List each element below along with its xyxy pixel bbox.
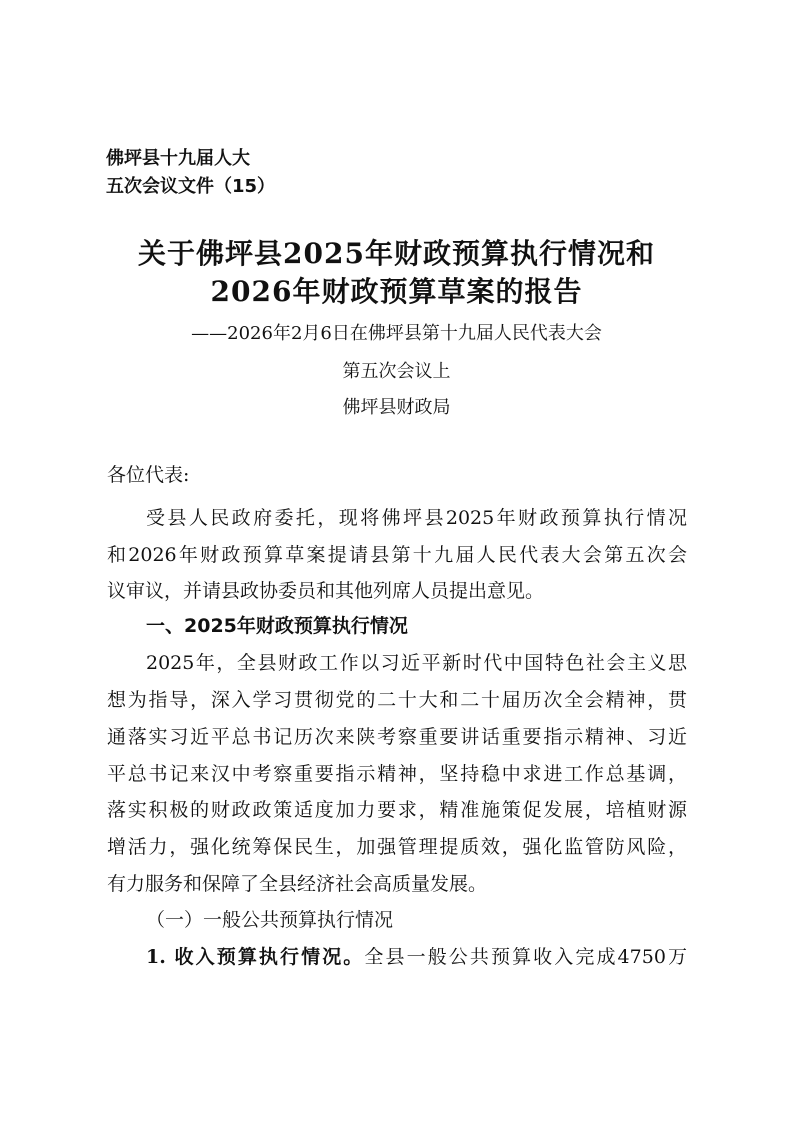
subtitle-line2: 第五次会议上 [342, 361, 451, 382]
salutation: 各位代表: [107, 464, 190, 486]
paragraph1-line2: 和2026年财政预算草案提请县第十九届人民代表大会第五次会 [107, 544, 687, 566]
paragraph2-line5: 落实积极的财政政策适度加力要求，精准施策促发展，培植财源 [107, 799, 687, 821]
paragraph1-line1: 受县人民政府委托，现将佛坪县2025年财政预算执行情况 [146, 507, 687, 529]
document-header-line1: 佛坪县十九届人大 [106, 148, 250, 169]
item1-line [146, 948, 687, 967]
subsection1-heading: （一）一般公共预算执行情况 [146, 909, 394, 931]
item1-text: 全县一般公共预算收入完成4750万 [364, 946, 687, 968]
section1-heading: 一、2025年财政预算执行情况 [146, 615, 408, 637]
paragraph2-line7: 有力服务和保障了全县经济社会高质量发展。 [107, 873, 488, 895]
paragraph2-line3: 通落实习近平总书记历次来陕考察重要讲话重要指示精神、习近 [107, 726, 687, 748]
paragraph2-line4: 平总书记来汉中考察重要指示精神，坚持稳中求进工作总基调， [107, 763, 687, 785]
item1-label: 1. 收入预算执行情况。 [146, 946, 365, 968]
subtitle-line1: ——2026年2月6日在佛坪县第十九届人民代表大会 [191, 323, 602, 344]
paragraph1-line3: 议审议，并请县政协委员和其他列席人员提出意见。 [107, 580, 545, 602]
paragraph2-line6: 增活力，强化统筹保民生，加强管理提质效，强化监管防风险， [107, 836, 687, 858]
page-title-line2: 2026年财政预算草案的报告 [210, 275, 583, 308]
page-title-line1: 关于佛坪县2025年财政预算执行情况和 [138, 237, 655, 270]
paragraph2-line1: 2025年，全县财政工作以习近平新时代中国特色社会主义思 [146, 652, 687, 674]
document-header-line2: 五次会议文件（15） [106, 176, 276, 197]
subtitle-author: 佛坪县财政局 [342, 397, 451, 418]
paragraph2-line2: 想为指导，深入学习贯彻党的二十大和二十届历次全会精神，贯 [107, 689, 687, 711]
